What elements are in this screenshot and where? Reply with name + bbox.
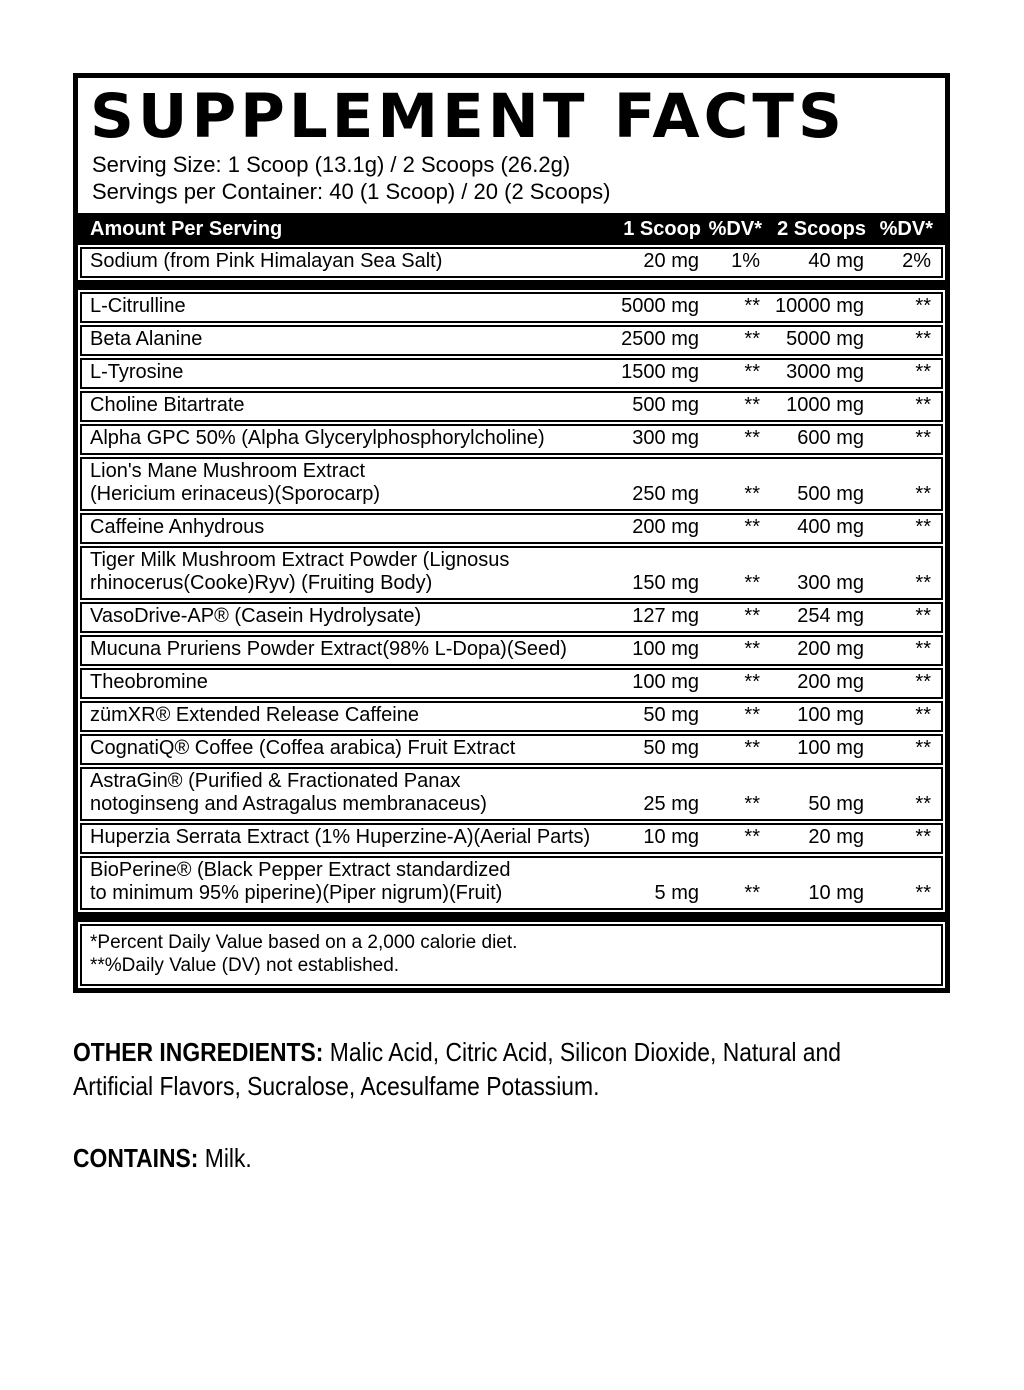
header-dv-1: %DV* (708, 218, 762, 240)
ingredient-name: Caffeine Anhydrous (90, 516, 265, 538)
amount-1scoop: 25 mg (643, 793, 699, 815)
ingredient-name: L-Citrulline (90, 295, 186, 317)
amount-1scoop: 127 mg (632, 605, 699, 627)
footnotes (80, 924, 943, 986)
ingredient-row (80, 424, 943, 455)
amount-2scoops: 10 mg (808, 882, 864, 904)
ingredient-name: VasoDrive-AP® (Casein Hydrolysate) (90, 605, 422, 627)
ingredient-name: Lion's Mane Mushroom Extract (90, 460, 366, 482)
dv-1scoop: ** (744, 638, 760, 660)
servings-per-container-line: Servings per Container: 40 (1 Scoop) / 20 (2 Scoops) (92, 179, 611, 204)
header-amount-per-serving: Amount Per Serving (90, 218, 283, 240)
dv-1scoop: ** (744, 882, 760, 904)
amount-1scoop: 200 mg (632, 516, 699, 538)
ingredient-name: zümXR® Extended Release Caffeine (90, 704, 419, 726)
amount-1scoop: 5000 mg (621, 295, 699, 317)
footnote-dv-not-established: **%Daily Value (DV) not established. (90, 955, 400, 976)
dv-1scoop: ** (744, 295, 760, 317)
amount-2scoops: 10000 mg (775, 295, 864, 317)
amount-2scoops: 400 mg (797, 516, 864, 538)
dv-1scoop: ** (744, 737, 760, 759)
amount-2scoops: 500 mg (797, 483, 864, 505)
ingredient-name-line2: (Hericium erinaceus)(Sporocarp) (90, 483, 381, 505)
header-1scoop: 1 Scoop (623, 218, 701, 240)
dv-1scoop: ** (744, 394, 760, 416)
amount-1scoop: 50 mg (643, 737, 699, 759)
supplement-facts-panel (73, 73, 950, 993)
other-ingredients-label: OTHER INGREDIENTS: (73, 1037, 324, 1067)
amount-1scoop: 250 mg (632, 483, 699, 505)
ingredient-name-line2: notoginseng and Astragalus membranaceus) (90, 793, 487, 815)
thick-divider (78, 912, 945, 922)
ingredient-row (80, 457, 943, 511)
ingredient-row (80, 668, 943, 699)
dv-1scoop: ** (744, 427, 760, 449)
amount-2scoops: 40 mg (808, 250, 864, 272)
sodium-row (80, 247, 943, 278)
ingredient-row (80, 635, 943, 666)
amount-1scoop: 100 mg (632, 671, 699, 693)
amount-2scoops: 200 mg (797, 671, 864, 693)
dv-2scoops: ** (915, 826, 931, 848)
amount-2scoops: 50 mg (808, 793, 864, 815)
dv-1scoop: ** (744, 483, 760, 505)
dv-2scoops: ** (915, 361, 931, 383)
dv-1scoop: ** (744, 328, 760, 350)
ingredient-name: AstraGin® (Purified & Fractionated Panax (90, 770, 461, 792)
dv-1scoop: ** (744, 572, 760, 594)
header-2scoops: 2 Scoops (777, 218, 866, 240)
table-header-bar (78, 213, 945, 245)
other-ingredients-text: Malic Acid, Citric Acid, Silicon Dioxide, Natural and Artificial Flavors, Sucralose, Acesulfame Potassium. (73, 1037, 841, 1101)
ingredient-name: Sodium (from Pink Himalayan Sea Salt) (90, 250, 443, 272)
dv-2scoops: ** (915, 427, 931, 449)
amount-2scoops: 200 mg (797, 638, 864, 660)
amount-1scoop: 100 mg (632, 638, 699, 660)
contains-label: CONTAINS: (73, 1143, 199, 1173)
amount-2scoops: 100 mg (797, 737, 864, 759)
ingredient-row (80, 767, 943, 821)
amount-2scoops: 1000 mg (786, 394, 864, 416)
ingredient-row (80, 602, 943, 633)
panel-title: SUPPLEMENT FACTS (90, 86, 846, 147)
ingredient-row (80, 546, 943, 600)
ingredient-row (80, 358, 943, 389)
ingredient-name: Beta Alanine (90, 328, 203, 350)
dv-2scoops: ** (915, 605, 931, 627)
amount-2scoops: 100 mg (797, 704, 864, 726)
dv-1scoop: 1% (731, 250, 760, 272)
amount-1scoop: 20 mg (643, 250, 699, 272)
other-ingredients-paragraph (73, 1035, 905, 1103)
amount-1scoop: 50 mg (643, 704, 699, 726)
ingredient-name: CognatiQ® Coffee (Coffea arabica) Fruit Extract (90, 737, 516, 759)
ingredient-row (80, 823, 943, 854)
ingredient-name: Tiger Milk Mushroom Extract Powder (Lignosus (90, 549, 510, 571)
dv-1scoop: ** (744, 826, 760, 848)
amount-1scoop: 1500 mg (621, 361, 699, 383)
ingredient-row (80, 701, 943, 732)
amount-2scoops: 3000 mg (786, 361, 864, 383)
ingredient-row (80, 856, 943, 910)
amount-2scoops: 600 mg (797, 427, 864, 449)
dv-2scoops: ** (915, 671, 931, 693)
amount-2scoops: 5000 mg (786, 328, 864, 350)
ingredient-name: Theobromine (90, 671, 208, 693)
dv-2scoops: ** (915, 572, 931, 594)
ingredient-name: Choline Bitartrate (90, 394, 245, 416)
amount-2scoops: 254 mg (797, 605, 864, 627)
ingredient-row (80, 391, 943, 422)
dv-2scoops: 2% (902, 250, 931, 272)
ingredient-row (80, 292, 943, 323)
amount-2scoops: 300 mg (797, 572, 864, 594)
dv-2scoops: ** (915, 793, 931, 815)
below-panel-text (73, 1035, 905, 1175)
amount-1scoop: 150 mg (632, 572, 699, 594)
dv-1scoop: ** (744, 671, 760, 693)
thick-divider (78, 280, 945, 290)
contains-paragraph (73, 1141, 905, 1175)
dv-2scoops: ** (915, 328, 931, 350)
dv-2scoops: ** (915, 882, 931, 904)
ingredient-name: BioPerine® (Black Pepper Extract standardized (90, 859, 511, 881)
ingredient-row (80, 513, 943, 544)
ingredient-name: Alpha GPC 50% (Alpha Glycerylphosphorylcholine) (90, 427, 545, 449)
amount-1scoop: 5 mg (654, 882, 699, 904)
dv-2scoops: ** (915, 295, 931, 317)
amount-1scoop: 2500 mg (621, 328, 699, 350)
dv-1scoop: ** (744, 704, 760, 726)
amount-1scoop: 300 mg (632, 427, 699, 449)
amount-2scoops: 20 mg (808, 826, 864, 848)
ingredient-name: Huperzia Serrata Extract (1% Huperzine-A)(Aerial Parts) (90, 826, 591, 848)
dv-2scoops: ** (915, 516, 931, 538)
contains-text: Milk. (198, 1143, 252, 1173)
dv-2scoops: ** (915, 638, 931, 660)
dv-2scoops: ** (915, 704, 931, 726)
header-dv-2: %DV* (879, 218, 933, 240)
ingredient-name: L-Tyrosine (90, 361, 184, 383)
ingredient-name-line2: rhinocerus(Cooke)Ryv) (Fruiting Body) (90, 572, 433, 594)
dv-2scoops: ** (915, 394, 931, 416)
dv-1scoop: ** (744, 793, 760, 815)
ingredient-name: Mucuna Pruriens Powder Extract(98% L-Dopa)(Seed) (90, 638, 567, 660)
ingredient-name-line2: to minimum 95% piperine)(Piper nigrum)(Fruit) (90, 882, 503, 904)
amount-1scoop: 500 mg (632, 394, 699, 416)
dv-2scoops: ** (915, 483, 931, 505)
dv-1scoop: ** (744, 605, 760, 627)
amount-1scoop: 10 mg (643, 826, 699, 848)
ingredient-row (80, 734, 943, 765)
ingredient-row (80, 325, 943, 356)
serving-size-line: Serving Size: 1 Scoop (13.1g) / 2 Scoops (26.2g) (92, 152, 571, 177)
dv-1scoop: ** (744, 516, 760, 538)
footnote-dv: *Percent Daily Value based on a 2,000 calorie diet. (90, 932, 518, 953)
dv-1scoop: ** (744, 361, 760, 383)
dv-2scoops: ** (915, 737, 931, 759)
